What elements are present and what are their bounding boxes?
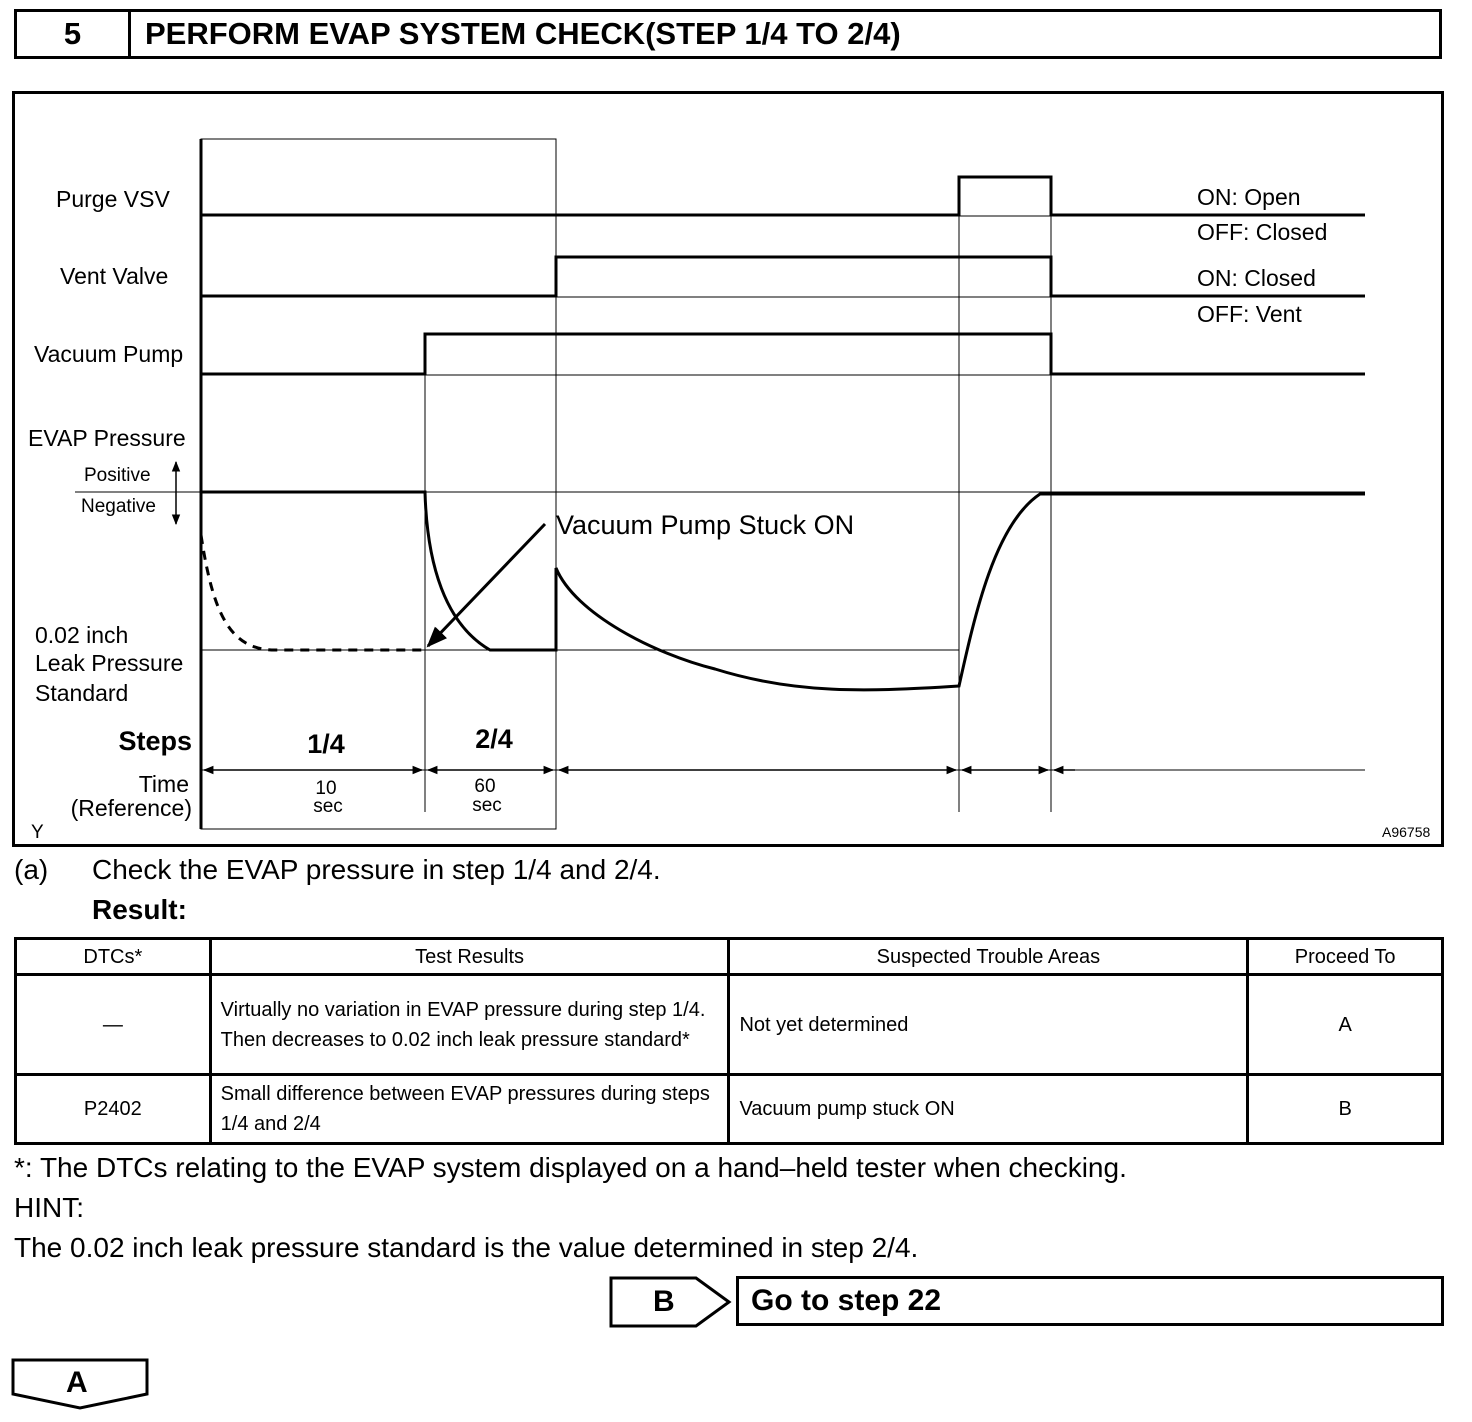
label-vacuum-pump: Vacuum Pump <box>34 341 184 367</box>
cell-trouble-area: Not yet determined <box>729 975 1248 1075</box>
corner-mark: Y <box>31 822 44 843</box>
header-trouble-areas: Suspected Trouble Areas <box>729 939 1248 975</box>
go-to-step-button[interactable]: Go to step 22 <box>736 1276 1444 1326</box>
label-leak-standard-2: Leak Pressure <box>35 650 184 676</box>
step-header <box>14 9 1442 59</box>
label-leak-standard-1: 0.02 inch <box>35 622 129 648</box>
header-test-results: Test Results <box>210 939 729 975</box>
evap-pressure-normal-curve <box>201 535 425 650</box>
table-footnote: *: The DTCs relating to the EVAP system displayed on a hand–held tester when checking. <box>14 1152 1127 1183</box>
duration-value-2: 60 <box>474 776 496 797</box>
instruction-text: Check the EVAP pressure in step 1/4 and 2/4. <box>92 854 661 885</box>
step-number: 5 <box>17 12 131 56</box>
label-vent-off-vent: OFF: Vent <box>1197 301 1302 327</box>
result-label: Result: <box>92 894 187 925</box>
label-vent-on-closed: ON: Closed <box>1197 265 1316 291</box>
cell-dtc: — <box>16 975 211 1075</box>
header-dtcs: DTCs* <box>16 939 211 975</box>
purge-vsv-waveform <box>201 177 1365 215</box>
label-purge-on-open: ON: Open <box>1197 184 1301 210</box>
cell-test-result: Small difference between EVAP pressures during steps 1/4 and 2/4 <box>210 1075 729 1144</box>
cell-trouble-area: Vacuum pump stuck ON <box>729 1075 1248 1144</box>
table-row <box>16 1075 1443 1144</box>
timing-diagram <box>12 91 1444 847</box>
step-label-1: 1/4 <box>307 729 345 759</box>
hint-label: HINT: <box>14 1192 84 1223</box>
label-time: Time <box>138 771 189 797</box>
duration-unit-2: sec <box>472 795 502 816</box>
cell-proceed: B <box>1248 1075 1443 1144</box>
step-title: PERFORM EVAP SYSTEM CHECK(STEP 1/4 TO 2/4) <box>145 16 901 51</box>
label-vent-valve: Vent Valve <box>60 263 169 289</box>
vacuum-pump-waveform <box>201 334 1365 374</box>
header-proceed-to: Proceed To <box>1248 939 1443 975</box>
label-purge-vsv: Purge VSV <box>56 186 170 212</box>
duration-value-1: 10 <box>315 778 337 799</box>
table-header-row <box>16 939 1443 975</box>
hint-text: The 0.02 inch leak pressure standard is the value determined in step 2/4. <box>14 1232 919 1263</box>
label-leak-standard-3: Standard <box>35 680 129 706</box>
figure-id: A96758 <box>1382 824 1431 840</box>
label-purge-off-closed: OFF: Closed <box>1197 219 1328 245</box>
table-row <box>16 975 1443 1075</box>
label-vacuum-pump-stuck-on: Vacuum Pump Stuck ON <box>556 510 855 540</box>
label-reference: (Reference) <box>70 795 192 821</box>
cell-proceed: A <box>1248 975 1443 1075</box>
result-table <box>14 937 1444 1145</box>
step-label-2: 2/4 <box>475 724 513 754</box>
label-negative: Negative <box>81 496 156 517</box>
label-steps: Steps <box>118 726 192 756</box>
cell-test-result: Virtually no variation in EVAP pressure during step 1/4. Then decreases to 0.02 inch leak pressure standard* <box>210 975 729 1075</box>
vent-valve-waveform <box>201 257 1365 296</box>
stuck-on-pointer-arrow <box>428 524 545 646</box>
label-evap-pressure: EVAP Pressure <box>28 425 186 451</box>
duration-unit-1: sec <box>313 796 343 817</box>
branch-b-label: B <box>653 1285 675 1318</box>
label-positive: Positive <box>84 465 151 486</box>
cell-dtc: P2402 <box>16 1075 211 1144</box>
branch-a-label: A <box>66 1366 88 1399</box>
instruction-marker: (a) <box>14 854 49 885</box>
